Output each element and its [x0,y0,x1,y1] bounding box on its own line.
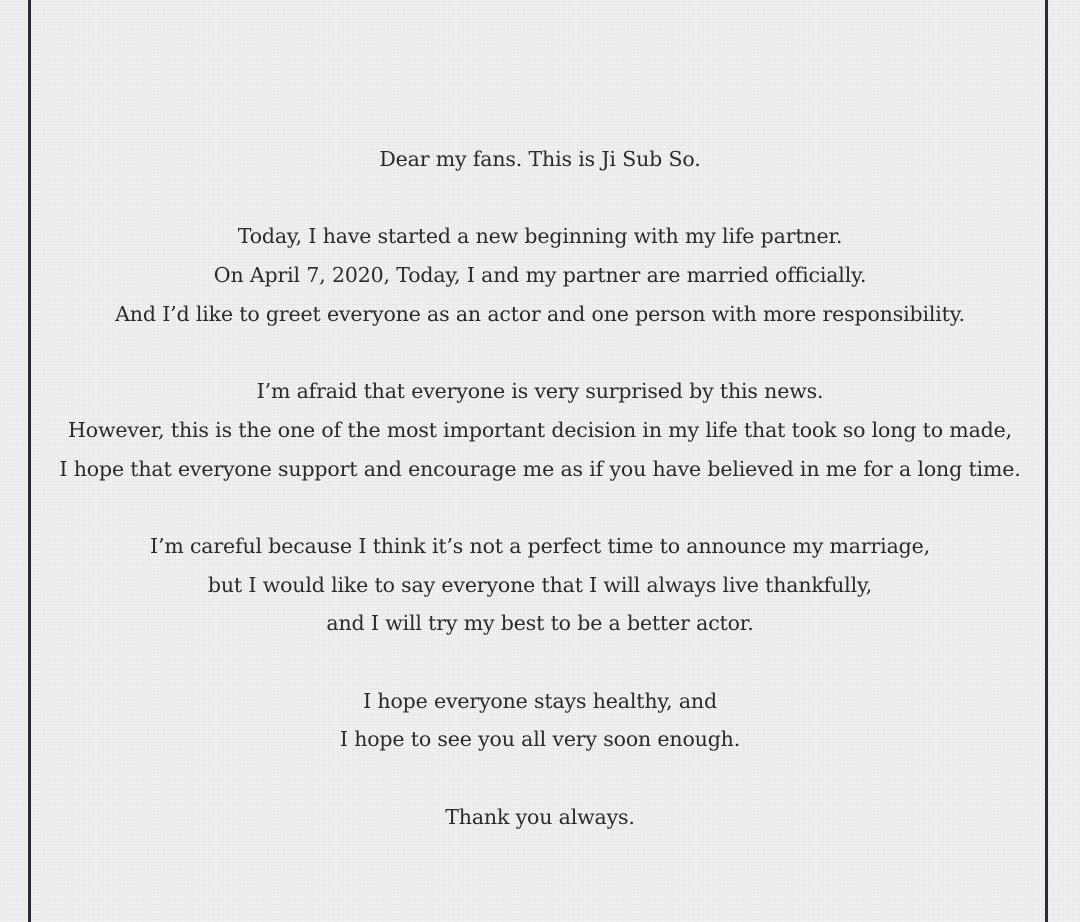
letter-line: I hope everyone stays healthy, and [363,688,717,713]
announcement-paragraph [0,217,1080,333]
letter-line: and I will try my best to be a better actor. [326,611,754,636]
greeting-paragraph [0,140,1080,179]
letter-line: And I’d like to greet everyone as an actor and one person with more responsibility. [115,301,965,326]
letter-line: I hope to see you all very soon enough. [339,727,741,752]
closing-paragraph [0,798,1080,837]
wishes-paragraph [0,682,1080,759]
letter-line: Today, I have started a new beginning with my life partner. [237,224,843,249]
letter-line: I’m careful because I think it’s not a perfect time to announce my marriage, [150,533,930,558]
promise-paragraph [0,527,1080,643]
letter-line: Thank you always. [445,804,635,829]
letter-line: I’m afraid that everyone is very surprised by this news. [256,379,824,404]
letter-line: but I would like to say everyone that I will always live thankfully, [207,572,873,597]
letter-line: Dear my fans. This is Ji Sub So. [379,147,701,171]
letter-line: I hope that everyone support and encourage me as if you have believed in me for a long time. [59,456,1021,481]
letter-line: On April 7, 2020, Today, I and my partner are married officially. [213,263,867,288]
request-paragraph [0,372,1080,488]
letter-line: However, this is the one of the most important decision in my life that took so long to made, [68,417,1012,442]
letter-body [0,140,1080,875]
